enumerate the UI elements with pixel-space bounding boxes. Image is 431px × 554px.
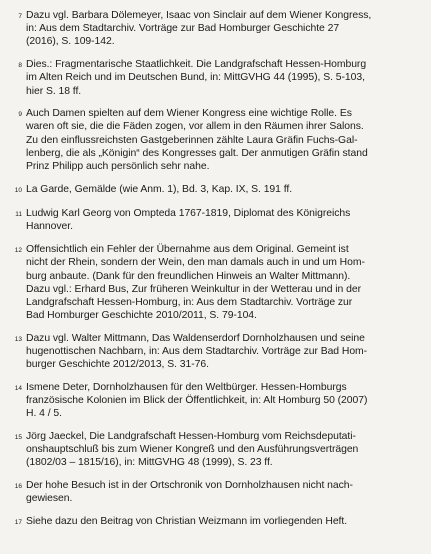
footnote-text: Dazu vgl. Walter Mittmann, Das Waldenserdorf Dornholzhausen und seine hugenottischen Nachbarn, in: Aus dem Stadtarchiv. Vorträge zur Bad Hom- burger Geschichte 2012/2013, S. 31-76. [26,332,368,371]
footnote-16 [4,479,417,505]
footnote-number: 9 [18,111,22,119]
footnote-11 [4,207,417,233]
footnote-17 [4,515,417,530]
footnote-number: 8 [18,62,22,70]
footnote-9 [4,107,417,173]
footnote-text: Siehe dazu den Beitrag von Christian Weizmann im vorliegenden Heft. [26,516,348,528]
footnote-number: 16 [14,483,22,491]
footnote-15 [4,430,417,470]
footnote-text: Der hohe Besuch ist in der Ortschronik von Dornholzhausen nicht nach- gewiesen. [26,480,353,505]
footnote-number: 17 [14,519,22,527]
footnote-7 [4,9,417,49]
footnote-number: 7 [18,13,22,20]
footnote-12 [4,243,417,322]
footnote-13 [4,332,417,372]
footnote-text: Ismene Deter, Dornholzhausen für den Weltbürger. Hessen-Homburgs französische Kolonien im Blick der Öffentlichkeit, in: Alt Homburg 50 (2007) H. 4 / 5. [26,381,368,420]
footnote-number: 15 [14,434,22,442]
footnote-14 [4,381,417,421]
footnote-number: 11 [15,211,22,219]
footnote-text: Auch Damen spielten auf dem Wiener Kongress eine wichtige Rolle. Es waren oft sie, die die Fäden zogen, vor allem in den Räumen ihrer Salons. Zu den einflussreichsten Gastgeberinnen zählte Laura Gräfin Fuchs-Gal- lenberg, die als „Königin“ des Kongresses galt. Der anmutigen Gräfin stand Prinz Philipp auch persönlich sehr nahe. [26,108,368,173]
footnote-text: Offensichtlich ein Fehler der Übernahme aus dem Original. Gemeint ist nicht der Rhein, sondern der Wein, den man damals auch in und um Hom- burg anbaute. (Dank für den freundlichen Hinweis an Walter Mittmann). Dazu vgl.: Erhard Bus, Zur früheren Weinkultur in der Wetterau und in der Landgrafschaft Hessen-Homburg, in: Aus dem Stadtarchiv. Vorträge zur Bad Homburger Geschichte 2010/2011, S. 79-104. [26,244,365,322]
footnote-text: La Garde, Gemälde (wie Anm. 1), Bd. 3, Kap. IX, S. 191 ff. [26,183,293,195]
footnote-text: Dies.: Fragmentarische Staatlichkeit. Die Landgrafschaft Hessen-Homburg im Alten Reich und im Deutschen Bund, in: MittGVHG 44 (1995), S. 5-103, hier S. 18 ff. [26,59,367,97]
footnote-text: Dazu vgl. Barbara Dölemeyer, Isaac von Sinclair auf dem Wiener Kongress, in: Aus dem Stadtarchiv. Vorträge zur Bad Homburger Geschichte 27 (2016), S. 109-142. [26,10,372,48]
footnote-10 [4,183,417,198]
footnote-number: 10 [14,186,22,194]
footnote-number: 13 [14,335,22,343]
footnote-text: Jörg Jaeckel, Die Landgrafschaft Hessen-Homburg vom Reichsdeputati- onshauptschluß bis zum Wiener Kongreß und den Ausführungsverträgen (1802/03 – 1815/16), in: MittGVHG 48 (1999), S. 23 ff. [26,431,359,469]
footnote-number: 12 [14,247,22,255]
footnote-8 [4,58,417,98]
footnote-number: 14 [14,384,22,392]
footnote-text: Ludwig Karl Georg von Ompteda 1767-1819, Diplomat des Königreichs Hannover. [26,208,351,233]
